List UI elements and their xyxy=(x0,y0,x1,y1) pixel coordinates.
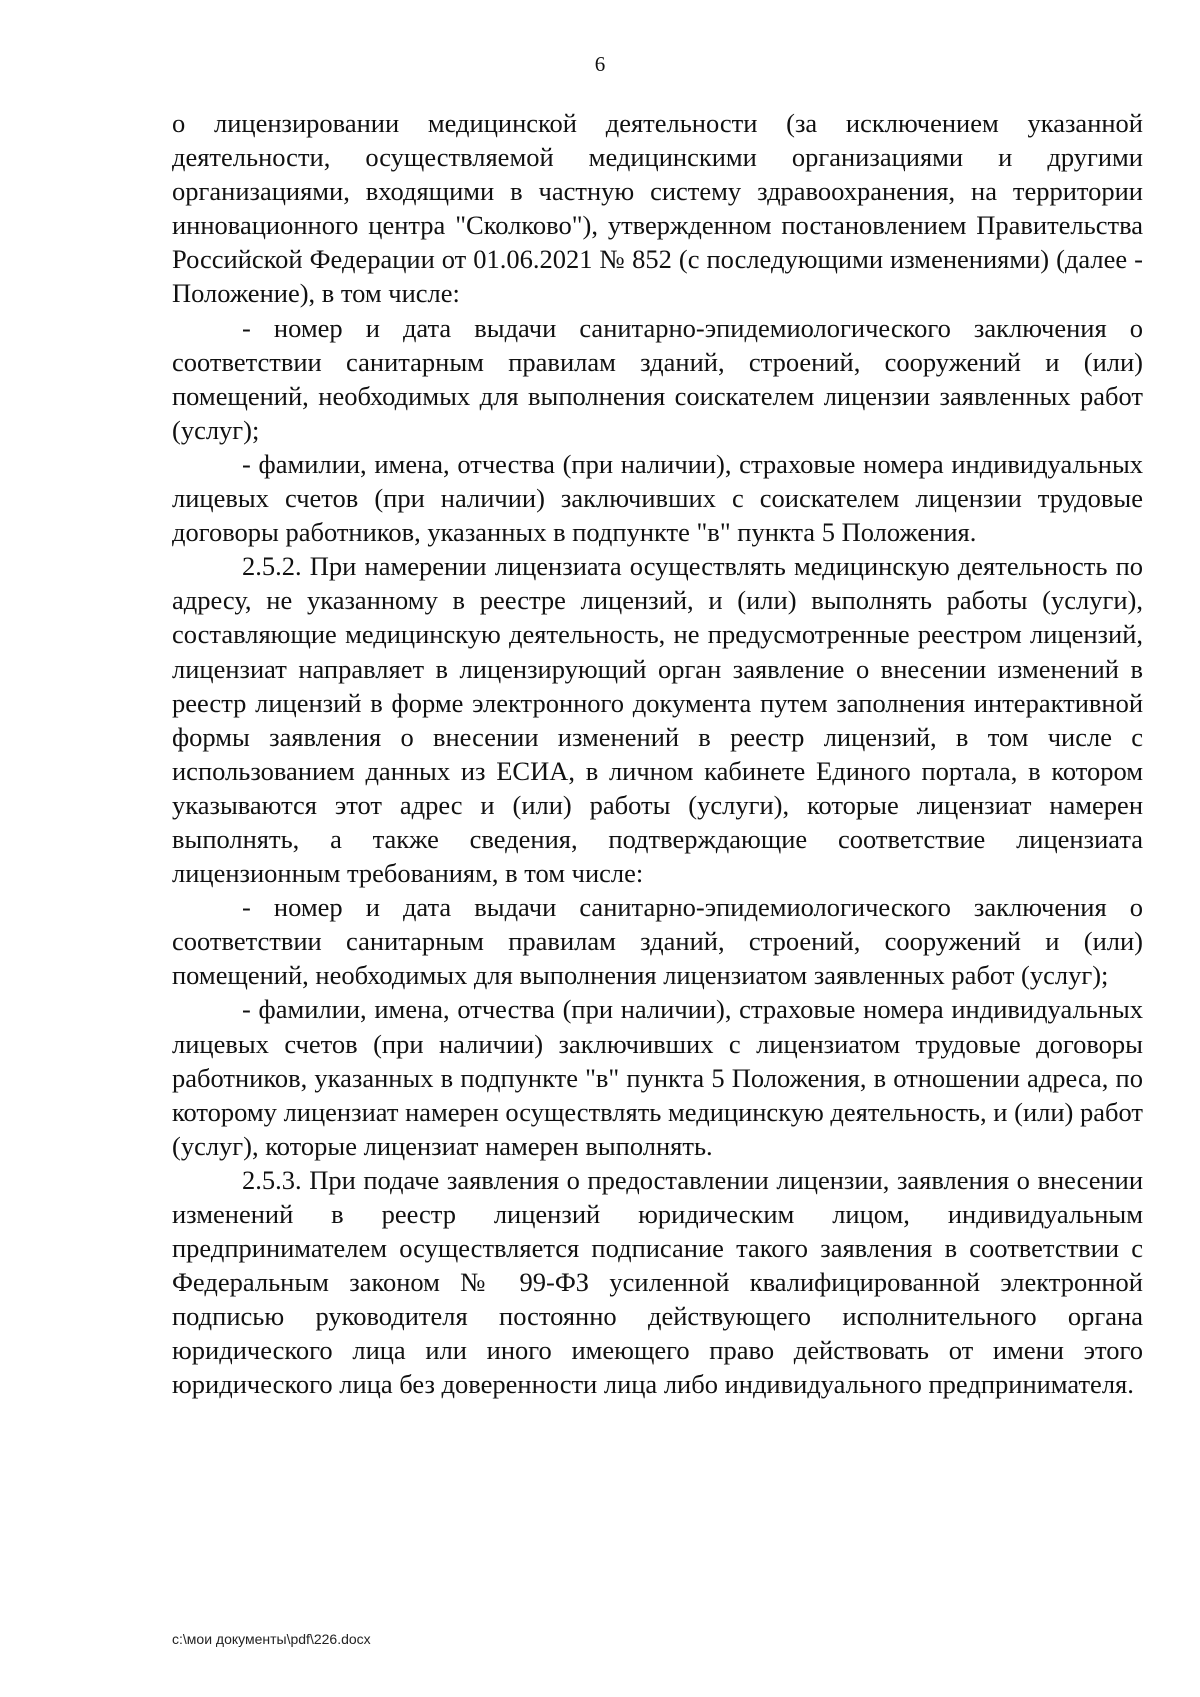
paragraph-employees-applicant: - фамилии, имена, отчества (при наличии), страховые номера индивидуальных лицевых счетов (при наличии) заключивших с соискателем лицензии трудовые договоры работников, указанных в подпункте "в" пункта 5 Положения. xyxy=(172,448,1143,548)
paragraph-section-2-5-2: 2.5.2. При намерении лицензиата осуществлять медицинскую деятельность по адресу, не указанному в реестре лицензий, и (или) выполнять работы (услуги), составляющие медицинскую деятельность, не предусмотренные реестром лицензий, лицензиат направляет в лицензирующий орган заявление о внесении изменений в реестр лицензий в форме электронного документа путем заполнения интерактивной формы заявления о внесении изменений в реестр лицензий, в том числе с использованием данных из ЕСИА, в личном кабинете Единого портала, в котором указываются этот адрес и (или) работы (услуги), которые лицензиат намерен выполнять, а также сведения, подтверждающие соответствие лицензиата лицензионным требованиям, в том числе: xyxy=(172,551,1143,889)
paragraph-sanitary-conclusion-applicant: - номер и дата выдачи санитарно-эпидемиологического заключения о соответствии санитарным правилам зданий, строений, сооружений и (или) помещений, необходимых для выполнения соискателем лицензии заявленных работ (услуг); xyxy=(172,312,1143,445)
document-body xyxy=(172,106,1143,1402)
paragraph-licensing-regulation: о лицензировании медицинской деятельности (за исключением указанной деятельности, осуществляемой медицинскими организациями и другими организациями, входящими в частную систему здравоохранения, на территории инновационного центра "Сколково"), утвержденном постановлением Правительства Российской Федерации от 01.06.2021 № 852 (с последующими изменениями) (далее - Положение), в том числе: xyxy=(172,108,1143,309)
footer-file-path: c:\мои документы\pdf\226.docx xyxy=(172,1631,371,1647)
paragraph-sanitary-conclusion-licensee: - номер и дата выдачи санитарно-эпидемиологического заключения о соответствии санитарным правилам зданий, строений, сооружений и (или) помещений, необходимых для выполнения лицензиатом заявленных работ (услуг); xyxy=(172,892,1143,991)
paragraph-section-2-5-3: 2.5.3. При подаче заявления о предоставлении лицензии, заявления о внесении изменений в реестр лицензий юридическим лицом, индивидуальным предпринимателем осуществляется подписание такого заявления в соответствии с Федеральным законом № 99-ФЗ усиленной квалифицированной электронной подписью руководителя постоянно действующего исполнительного органа юридического лица или иного имеющего право действовать от имени этого юридического лица без доверенности лица либо индивидуального предпринимателя. xyxy=(172,1164,1143,1400)
page-number: 6 xyxy=(594,52,606,76)
paragraph-employees-licensee: - фамилии, имена, отчества (при наличии), страховые номера индивидуальных лицевых счетов (при наличии) заключивших с лицензиатом трудовые договоры работников, указанных в подпункте "в" пункта 5 Положения, в отношении адреса, по которому лицензиат намерен осуществлять медицинскую деятельность, и (или) работ (услуг), которые лицензиат намерен выполнять. xyxy=(172,994,1143,1161)
